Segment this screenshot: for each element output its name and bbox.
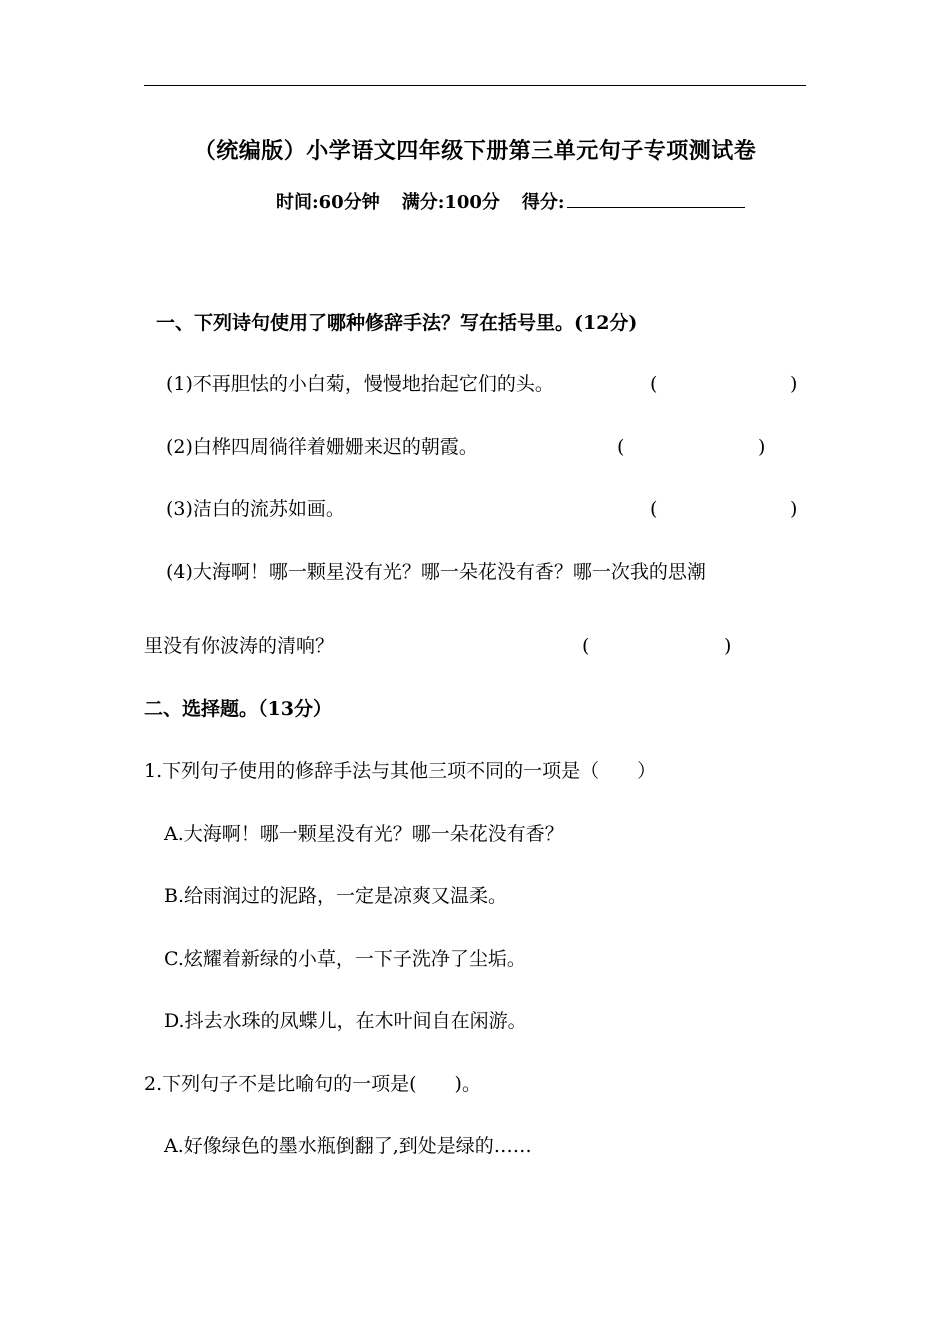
s1-item-2-open-paren: ( xyxy=(617,436,625,458)
page-title: （统编版）小学语文四年级下册第三单元句子专项测试卷 xyxy=(193,138,757,164)
full-score: 满分:100分 xyxy=(401,192,500,213)
s1-item-4-continued: 里没有你波涛的清响？ xyxy=(144,635,335,657)
exam-meta xyxy=(276,188,745,214)
q1-option-d[interactable]: D.抖去水珠的凤蝶儿，在木叶间自在闲游。 xyxy=(164,1010,527,1032)
section2-heading: 二、选择题。（13分） xyxy=(144,698,332,720)
section1-heading: 一、下列诗句使用了哪种修辞手法？写在括号里。(12分) xyxy=(156,312,638,334)
q1-option-c[interactable]: C.炫耀着新绿的小草，一下子洗净了尘垢。 xyxy=(164,948,526,970)
s1-item-1-close-paren: ) xyxy=(790,373,798,395)
s1-item-3-open-paren: ( xyxy=(650,498,658,520)
s1-item-2-close-paren: ) xyxy=(758,436,766,458)
s1-item-4: (4)大海啊！哪一颗星没有光？哪一朵花没有香？哪一次我的思潮 xyxy=(166,561,706,583)
s1-item-1: (1)不再胆怯的小白菊，慢慢地抬起它们的头。 xyxy=(166,373,554,395)
q2-option-a[interactable]: A.好像绿色的墨水瓶倒翻了,到处是绿的…… xyxy=(164,1135,532,1157)
q2-stem: 2.下列句子不是比喻句的一项是( )。 xyxy=(144,1073,481,1095)
q1-stem: 1.下列句子使用的修辞手法与其他三项不同的一项是（ ） xyxy=(144,760,657,782)
time-limit: 时间:60分钟 xyxy=(276,192,380,213)
s1-item-4-open-paren: ( xyxy=(582,635,590,657)
s1-item-1-open-paren: ( xyxy=(650,373,658,395)
s1-item-4-close-paren: ) xyxy=(724,635,732,657)
s1-item-3: (3)洁白的流苏如画。 xyxy=(166,498,345,520)
q1-option-a[interactable]: A.大海啊！哪一颗星没有光？哪一朵花没有香？ xyxy=(164,823,564,845)
score-label: 得分: xyxy=(521,192,565,213)
top-rule xyxy=(144,85,806,86)
s1-item-3-close-paren: ) xyxy=(790,498,798,520)
score-blank[interactable] xyxy=(567,189,745,208)
q1-option-b[interactable]: B.给雨润过的泥路，一定是凉爽又温柔。 xyxy=(164,885,508,907)
s1-item-2: (2)白桦四周徜徉着姗姗来迟的朝霞。 xyxy=(166,436,478,458)
